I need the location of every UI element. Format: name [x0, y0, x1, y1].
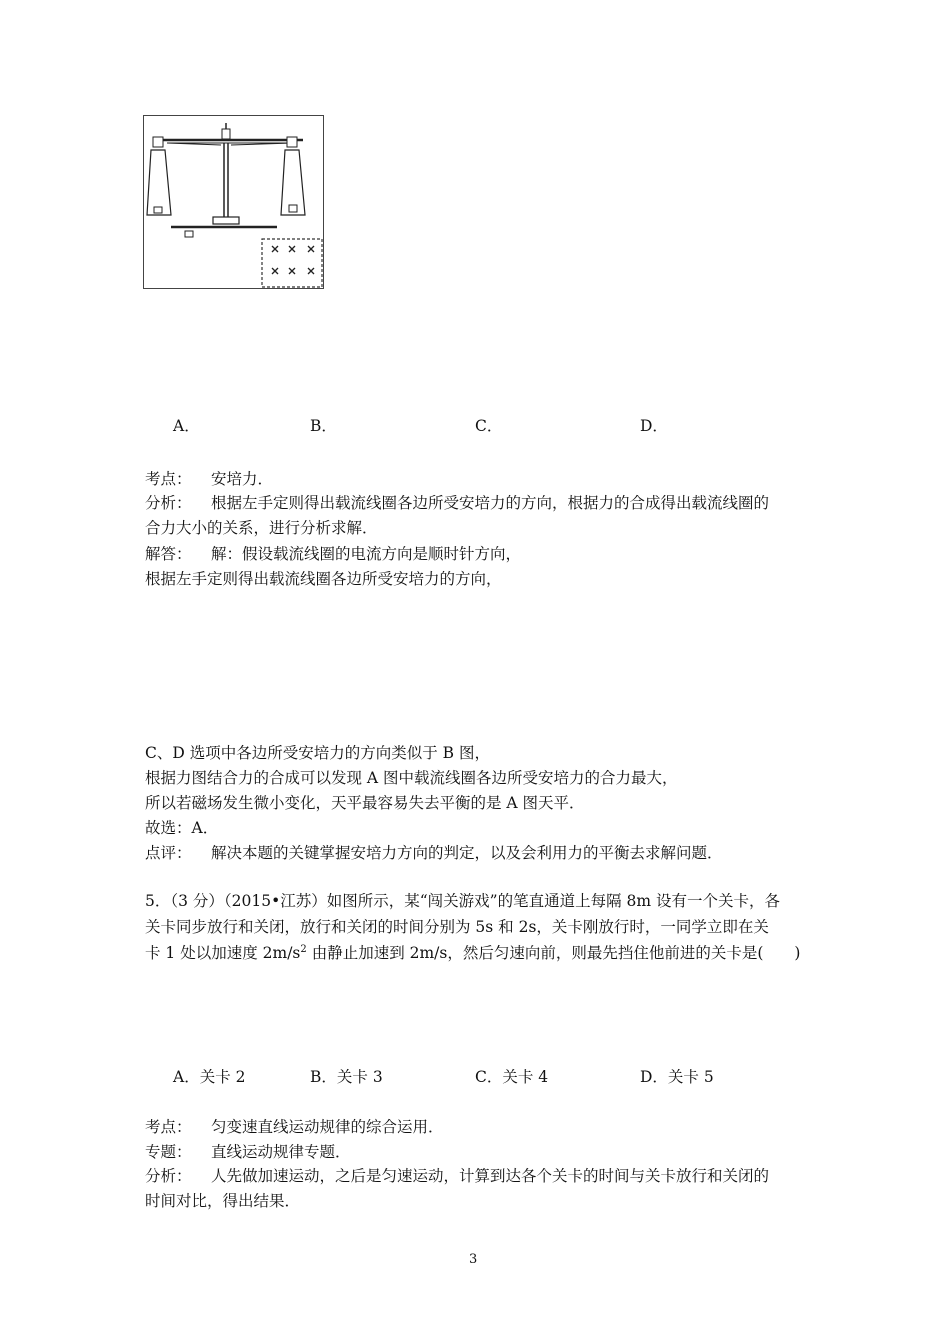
q5-option-d: D．关卡 5: [640, 1068, 714, 1086]
q5-stem-part-b: 由静止加速到 2m/s，然后匀速向前，则最先挡住他前进的关卡是( ): [306, 944, 801, 962]
kaodian-label: 考点：: [145, 470, 192, 488]
q5-stem-superscript: 2: [300, 943, 307, 955]
q4-jieda-line4: 根据力图结合力的合成可以发现 A 图中载流线圈各边所受安培力的合力最大，: [145, 769, 678, 787]
fenxi-text: 根据左手定则得出载流线圈各边所受安培力的方向，根据力的合成得出载流线圈的: [211, 494, 770, 512]
zhuanti-label: 专题：: [145, 1143, 192, 1161]
q4-option-a: A．: [173, 417, 200, 435]
q5-option-c: C．关卡 4: [475, 1068, 549, 1086]
q5-stem-line2: 关卡同步放行和关闭，放行和关闭的时间分别为 5s 和 2s，关卡刚放行时，一同学立即在关: [145, 918, 769, 936]
q5-option-b: B．关卡 3: [310, 1068, 383, 1086]
q4-fenxi-cont: 合力大小的关系，进行分析求解．: [145, 519, 378, 537]
fenxi-label: 分析：: [145, 1167, 192, 1185]
q5-fenxi: [145, 1164, 769, 1186]
kaodian-text: 匀变速直线运动规律的综合运用．: [211, 1118, 444, 1136]
q4-answer: 故选：A．: [145, 819, 219, 837]
q4-option-d: D．: [640, 417, 668, 435]
q4-jieda-line5: 所以若磁场发生微小变化，天平最容易失去平衡的是 A 图天平．: [145, 794, 585, 812]
dianping-text: 解决本题的关键掌握安培力方向的判定，以及会利用力的平衡去求解问题．: [211, 844, 723, 862]
q4-kaodian: [145, 467, 273, 489]
fenxi-text: 人先做加速运动，之后是匀速运动，计算到达各个关卡的时间与关卡放行和关闭的: [211, 1167, 770, 1185]
q5-stem-part-a: 卡 1 处以加速度 2m/s: [145, 944, 301, 962]
q5-fenxi-cont: 时间对比，得出结果．: [145, 1192, 301, 1210]
q4-fenxi: [145, 491, 769, 513]
q4-jieda-line3: C、D 选项中各边所受安培力的方向类似于 B 图，: [145, 744, 490, 762]
q5-stem-line3: [145, 941, 800, 963]
q4-jieda-line2: 根据左手定则得出载流线圈各边所受安培力的方向，: [145, 570, 502, 588]
fenxi-label: 分析：: [145, 494, 192, 512]
kaodian-label: 考点：: [145, 1118, 192, 1136]
q4-option-b: B．: [310, 417, 337, 435]
balance-figure: [143, 115, 324, 289]
dianping-label: 点评：: [145, 844, 192, 862]
jieda-text: 解：假设载流线圈的电流方向是顺时针方向，: [211, 545, 522, 563]
page-number: 3: [469, 1252, 478, 1267]
q5-zhuanti: [145, 1140, 351, 1162]
q4-dianping: [145, 841, 723, 863]
q5-stem-line1: 5．（3 分）（2015•江苏）如图所示，某“闯关游戏”的笔直通道上每隔 8m 设有一个关卡，各: [145, 892, 781, 910]
kaodian-text: 安培力．: [211, 470, 274, 488]
q4-jieda: [145, 542, 521, 564]
q5-kaodian: [145, 1115, 444, 1137]
jieda-label: 解答：: [145, 545, 192, 563]
q4-option-c: C．: [475, 417, 503, 435]
zhuanti-text: 直线运动规律专题．: [211, 1143, 351, 1161]
q5-option-a: A．关卡 2: [173, 1068, 246, 1086]
